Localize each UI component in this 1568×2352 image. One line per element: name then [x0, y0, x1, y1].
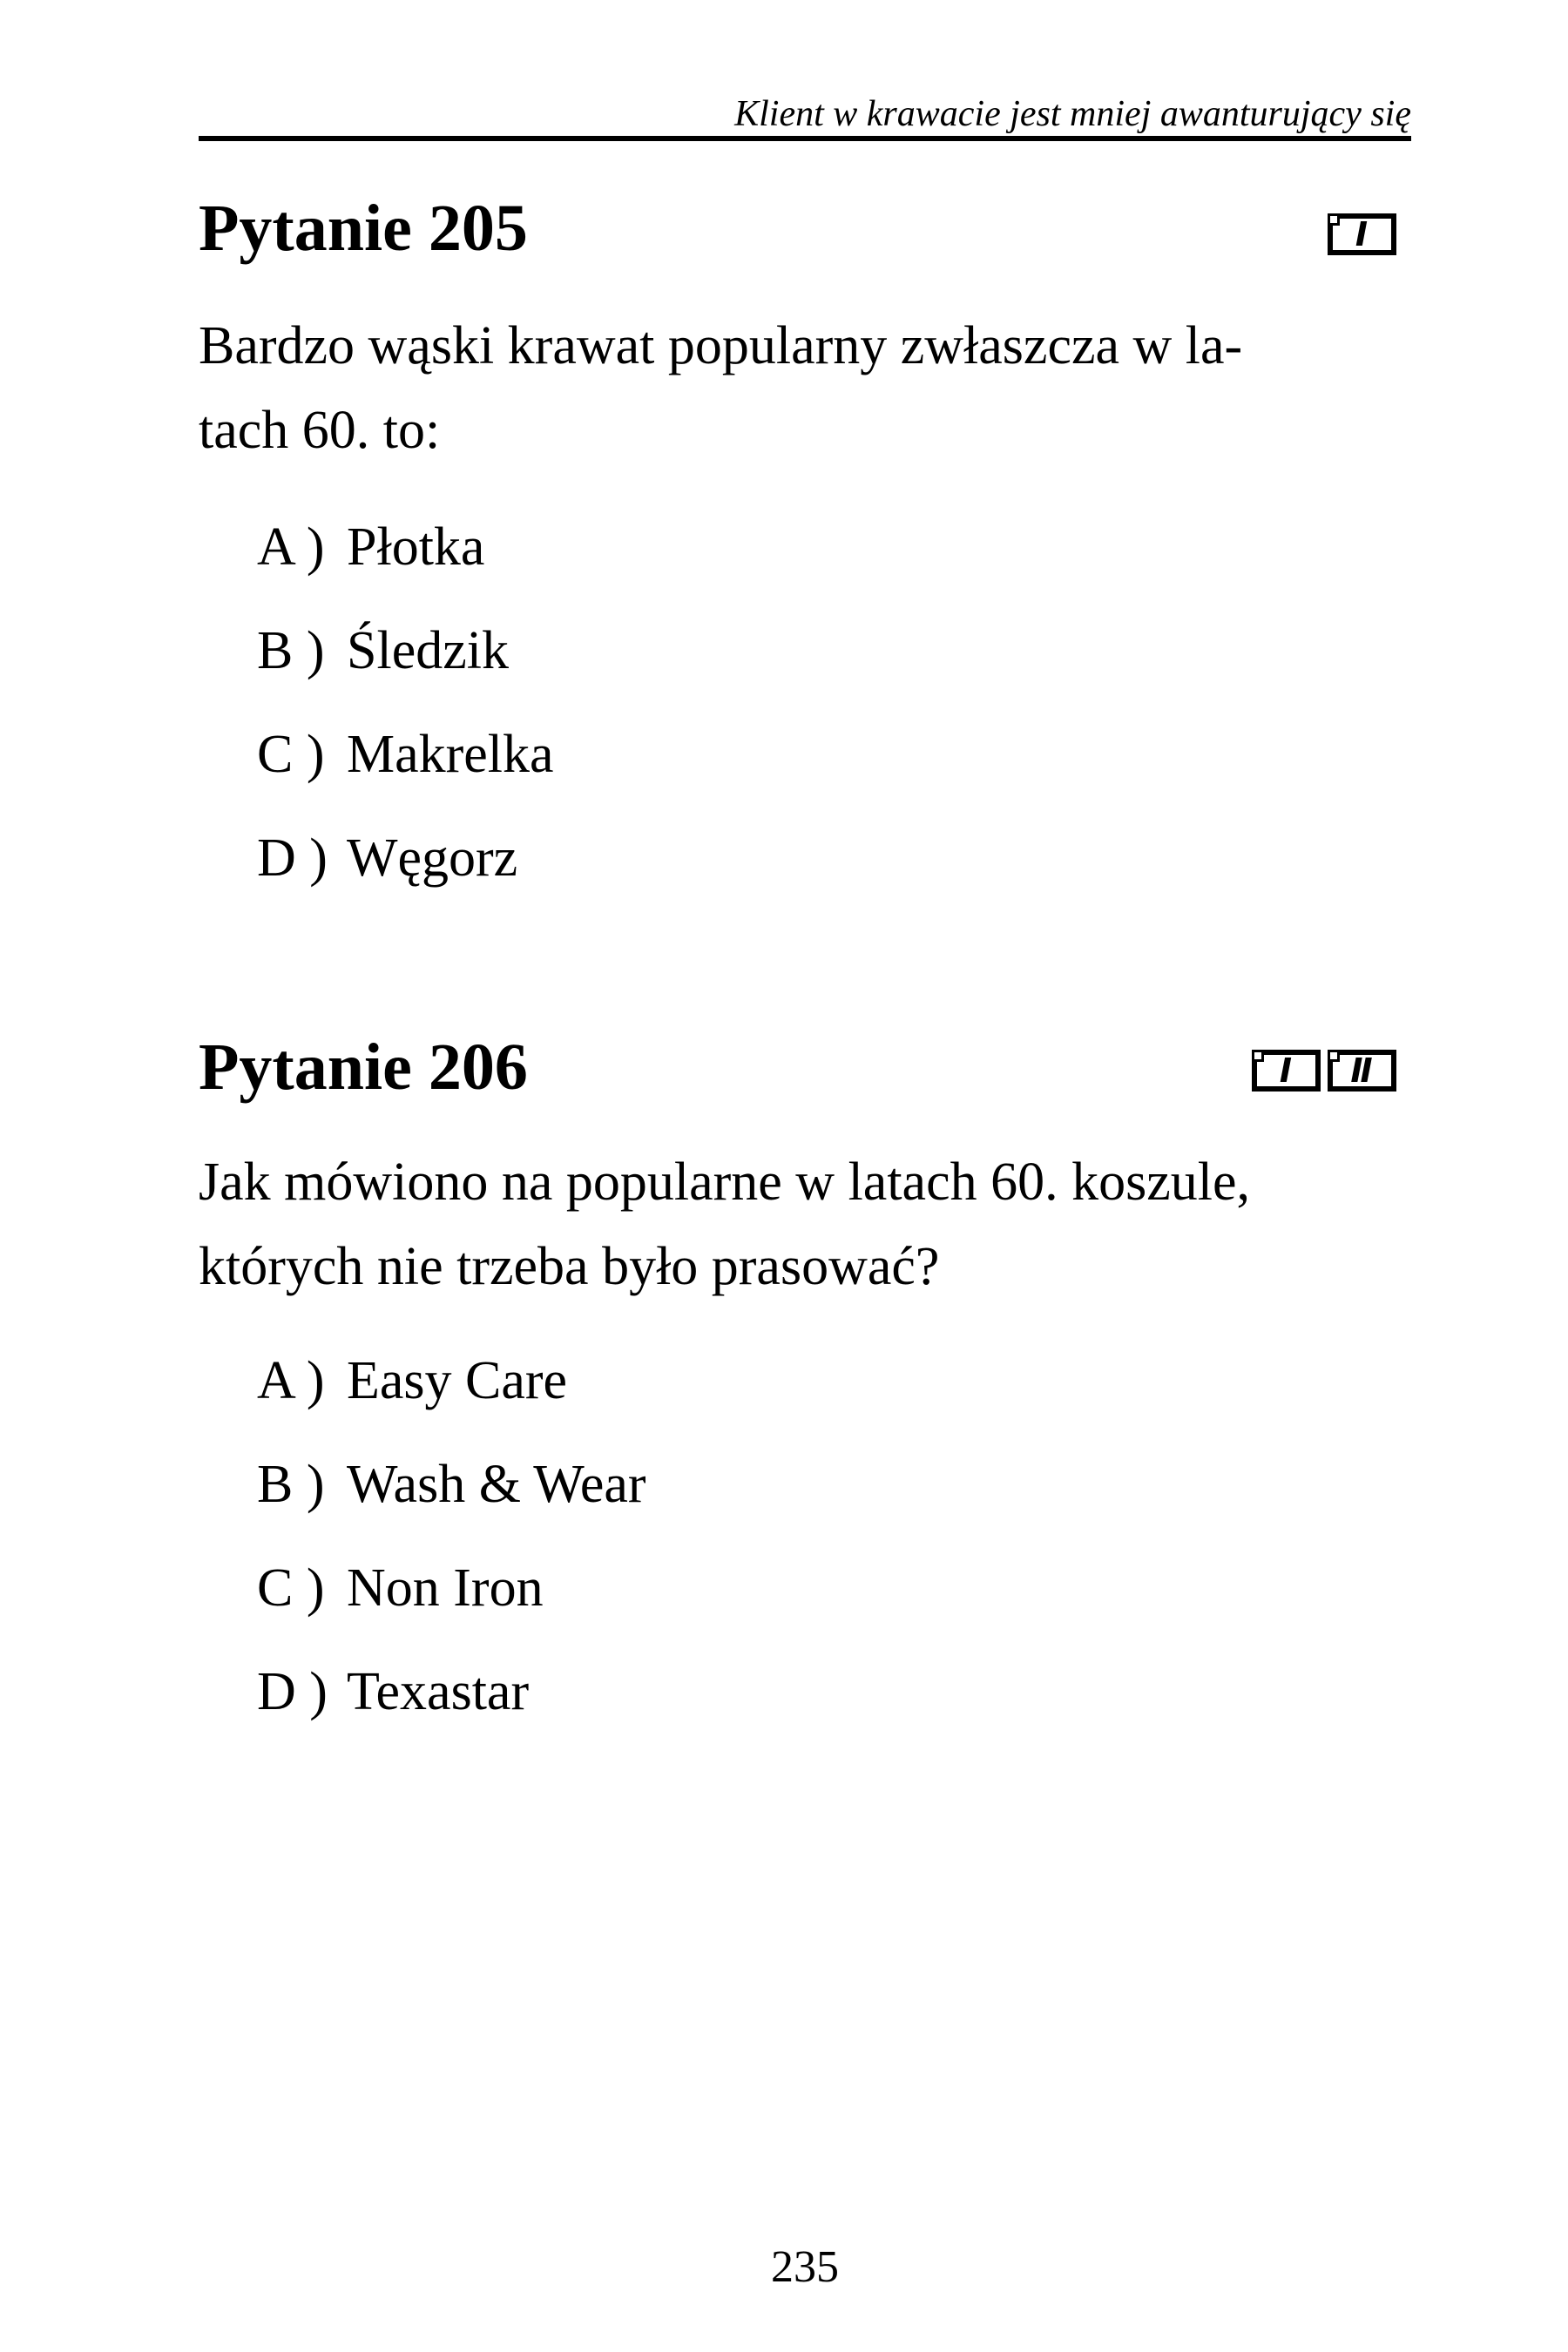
question-title: Pytanie 206: [199, 1031, 528, 1104]
question-text: [199, 304, 1411, 473]
corner-square-icon: [1328, 213, 1340, 226]
option-label: Non Iron: [347, 1558, 544, 1618]
running-head: Klient w krawacie jest mniej awanturujący się: [734, 94, 1411, 134]
question-text-line: Bardzo wąski krawat popularny zwłaszcza w la-: [199, 316, 1243, 375]
option-marker: D ): [257, 828, 328, 888]
option-row: [257, 1433, 646, 1537]
option-row: [257, 496, 554, 599]
option-label: Texastar: [347, 1662, 530, 1721]
difficulty-icon-glyph: I: [1355, 215, 1366, 253]
difficulty-level-icon: [1328, 1050, 1396, 1092]
option-marker: B ): [257, 621, 325, 680]
question-text-line: tach 60. to:: [199, 401, 441, 460]
difficulty-icon-glyph: II: [1350, 1051, 1370, 1090]
option-marker: C ): [257, 725, 325, 784]
corner-square-icon: [1252, 1050, 1264, 1062]
options-list: [257, 1329, 646, 1744]
option-label: Easy Care: [347, 1351, 568, 1410]
question-title: Pytanie 205: [199, 192, 528, 265]
option-label: Śledzik: [347, 621, 509, 680]
difficulty-level-icon: [1328, 213, 1396, 255]
question-text: [199, 1140, 1411, 1309]
option-label: Makrelka: [347, 725, 554, 784]
option-label: Płotka: [347, 517, 485, 577]
option-marker: C ): [257, 1558, 325, 1618]
difficulty-level-icon: [1252, 1050, 1321, 1092]
difficulty-icon-group: [1252, 1050, 1396, 1092]
header-rule: [199, 136, 1411, 141]
option-row: [257, 807, 554, 910]
corner-square-icon: [1328, 1050, 1340, 1062]
page-number: 235: [771, 2242, 839, 2292]
option-marker: B ): [257, 1455, 325, 1514]
question-text-line: których nie trzeba było prasować?: [199, 1237, 940, 1296]
option-label: Wash & Wear: [347, 1455, 646, 1514]
difficulty-icon-group: [1328, 213, 1396, 255]
option-label: Węgorz: [347, 828, 518, 888]
option-row: [257, 703, 554, 807]
option-marker: A ): [257, 517, 325, 577]
options-list: [257, 496, 554, 910]
question-text-line: Jak mówiono na popularne w latach 60. koszule,: [199, 1152, 1250, 1212]
difficulty-icon-glyph: I: [1279, 1051, 1290, 1090]
option-row: [257, 1640, 646, 1744]
option-marker: D ): [257, 1662, 328, 1721]
option-marker: A ): [257, 1351, 325, 1410]
option-row: [257, 599, 554, 703]
option-row: [257, 1329, 646, 1433]
option-row: [257, 1537, 646, 1640]
